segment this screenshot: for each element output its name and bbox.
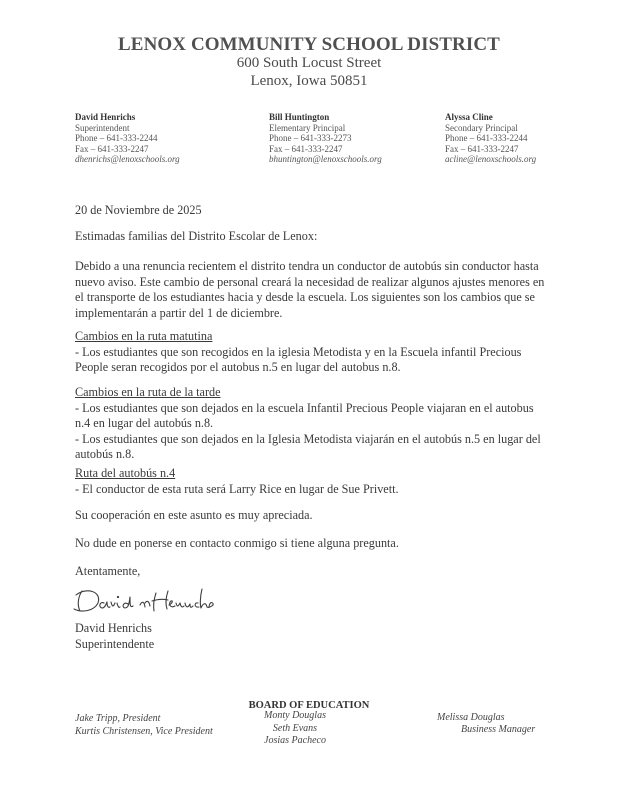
board-members: [230, 710, 360, 748]
intro-line: el transporte de los estudiantes hacia y desde la escuela. Los siguientes son los cambios que se: [75, 290, 535, 305]
signer-title: Superintendente: [75, 636, 155, 651]
letter-date: 20 de Noviembre de 2025: [75, 203, 202, 217]
contact-superintendent: [75, 112, 180, 165]
contact-name: David Henrichs: [75, 112, 136, 122]
contact-title: Superintendent: [75, 122, 130, 133]
board-member: Jake Tripp, President: [75, 713, 161, 724]
board-title: BOARD OF EDUCATION: [248, 700, 370, 711]
section-line: - Los estudiantes que son dejados en la escuela Infantil Precious People viajaran en el autobus: [75, 400, 534, 415]
board-member: Kurtis Christensen, Vice President: [75, 725, 213, 737]
section-heading: Ruta del autobús n.4: [75, 466, 176, 480]
business-manager-title: Business Manager: [461, 724, 536, 735]
contact-fax: Fax – 641-333-2247: [269, 143, 343, 154]
signature-icon: [72, 583, 222, 622]
section-line: n.4 en lugar del autobús n.8.: [75, 416, 214, 431]
contact-title: Secondary Principal: [445, 122, 518, 133]
section-line: - Los estudiantes que son dejados en la Iglesia Metodista viajarán en el autobús n.5 en lugar del: [75, 431, 541, 446]
contact-email: acline@lenoxschools.org: [445, 154, 537, 165]
board-officers: [75, 713, 213, 738]
district-name: LENOX COMMUNITY SCHOOL DISTRICT: [118, 34, 500, 55]
contact-secondary-principal: [445, 112, 536, 165]
section-afternoon-route: [75, 385, 575, 463]
address-street: 600 South Locust Street: [236, 55, 382, 71]
salutation: Estimadas familias del Distrito Escolar de Lenox:: [75, 229, 318, 243]
section-line: - El conductor de esta ruta será Larry Rice en lugar de Sue Privett.: [75, 481, 399, 496]
contact-name: Alyssa Cline: [445, 112, 493, 122]
contact-elementary-principal: [269, 112, 382, 165]
contact-email: dhenrichs@lenoxschools.org: [75, 154, 180, 165]
contact-invite-line: No dude en ponerse en contacto conmigo si tiene alguna pregunta.: [75, 536, 399, 550]
contact-title: Elementary Principal: [269, 122, 346, 133]
contact-phone: Phone – 641-333-2244: [445, 133, 528, 144]
board-member: Josias Pacheco: [264, 735, 326, 746]
contact-phone: Phone – 641-333-2273: [269, 133, 352, 144]
intro-line: implementarán a partir del 1 de diciembre.: [75, 305, 283, 320]
contact-email: bhuntington@lenoxschools.org: [269, 154, 382, 165]
intro-line: nuevo aviso. Este cambio de personal creará la necesidad de realizar algunos ajustes menores en: [75, 274, 545, 289]
section-line: People seran recogidos por el autobus n.5 en lugar del autobus n.8.: [75, 360, 401, 375]
business-manager-name: Melissa Douglas: [437, 712, 505, 723]
contact-name: Bill Huntington: [269, 112, 330, 122]
section-line: - Los estudiantes que son recogidos en la iglesia Metodista y en la Escuela infantil Precious: [75, 344, 522, 359]
contact-phone: Phone – 641-333-2244: [75, 133, 158, 144]
contact-fax: Fax – 641-333-2247: [75, 143, 149, 154]
contact-fax: Fax – 641-333-2247: [445, 143, 519, 154]
signer-name: David Henrichs: [75, 621, 152, 635]
section-heading: Cambios en la ruta de la tarde: [75, 385, 221, 399]
signer-block: [75, 621, 575, 652]
address-city: Lenox, Iowa 50851: [250, 73, 368, 89]
section-heading: Cambios en la ruta matutina: [75, 329, 213, 343]
section-line: autobús n.8.: [75, 447, 135, 462]
intro-line: Debido a una renuncia recientem el distrito tendra un conductor de autobús sin conductor hasta: [75, 259, 539, 273]
board-member: Seth Evans: [272, 722, 318, 734]
intro-paragraph: [75, 259, 575, 321]
section-morning-route: [75, 329, 575, 376]
closing: Atentamente,: [75, 564, 141, 578]
section-bus-4-route: [75, 466, 575, 497]
cooperation-line: Su cooperación en este asunto es muy apreciada.: [75, 508, 313, 522]
board-member: Monty Douglas: [264, 710, 326, 721]
